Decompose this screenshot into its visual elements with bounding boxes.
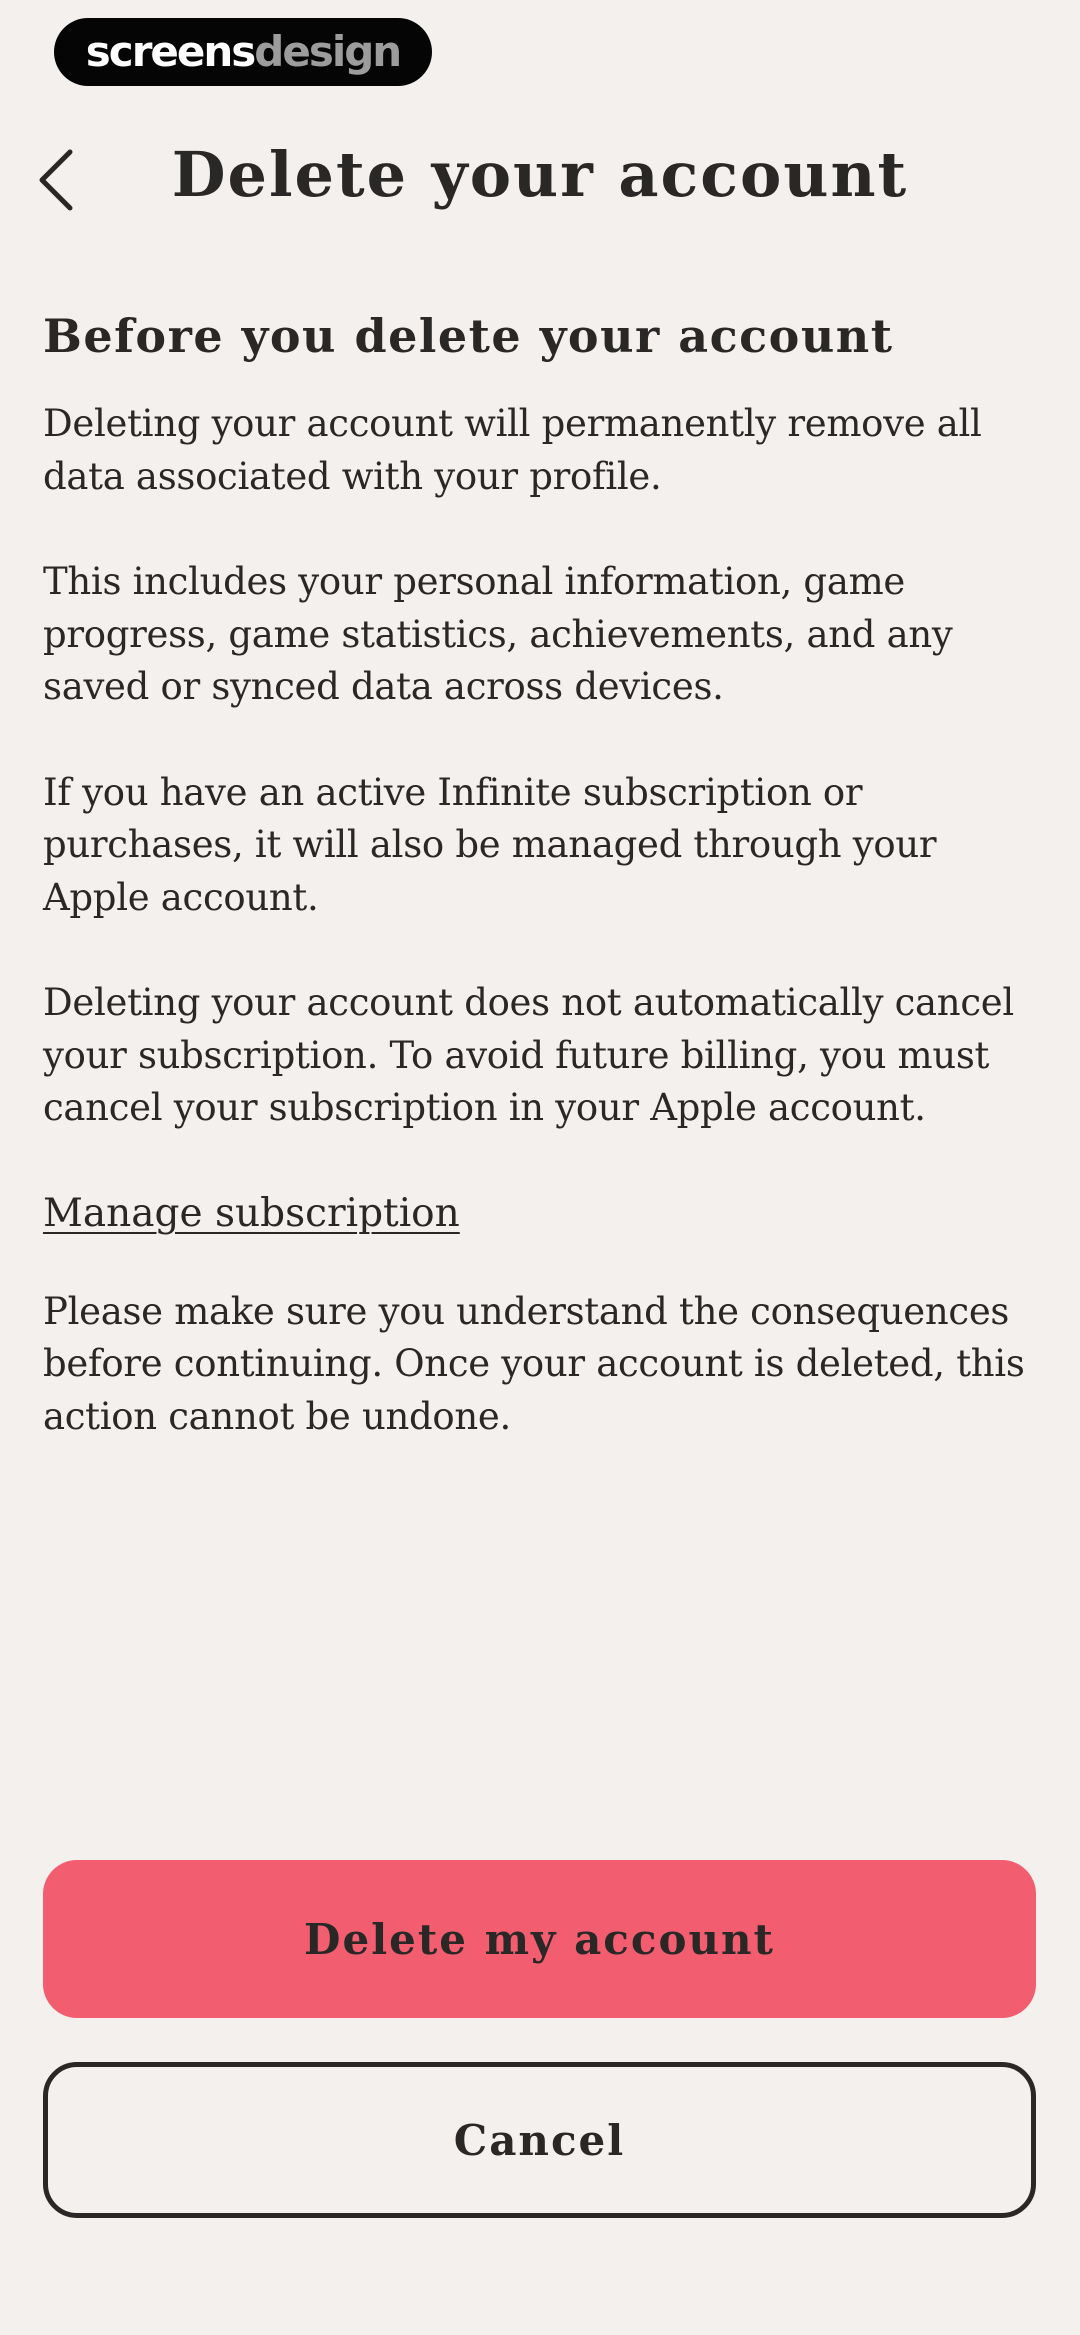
cancel-button[interactable]: Cancel bbox=[43, 2062, 1036, 2218]
manage-subscription-link[interactable]: Manage subscription bbox=[43, 1190, 460, 1236]
watermark-part1: screens bbox=[85, 27, 255, 76]
paragraph-data-removal: Deleting your account will permanently remove all data associated with your profile. bbox=[43, 402, 982, 498]
watermark-part2: design bbox=[254, 27, 401, 76]
paragraph-billing: Deleting your account does not automatically cancel your subscription. To avoid future billing, you must cancel your subscription in your Apple account. bbox=[43, 981, 1014, 1129]
section-title: Before you delete your account bbox=[43, 309, 894, 363]
main-content bbox=[43, 300, 1043, 1496]
paragraph-subscription: If you have an active Infinite subscription or purchases, it will also be managed through your Apple account. bbox=[43, 770, 937, 919]
paragraph-data-included: This includes your personal information, game progress, game statistics, achievements, and any saved or synced data across devices. bbox=[43, 560, 953, 708]
delete-account-button[interactable]: Delete my account bbox=[43, 1860, 1036, 2018]
screensdesign-watermark bbox=[54, 18, 432, 86]
paragraph-warning: Please make sure you understand the consequences before continuing. Once your account is deleted, this action cannot be undone. bbox=[43, 1289, 1025, 1438]
page-title: Delete your account bbox=[171, 138, 909, 211]
